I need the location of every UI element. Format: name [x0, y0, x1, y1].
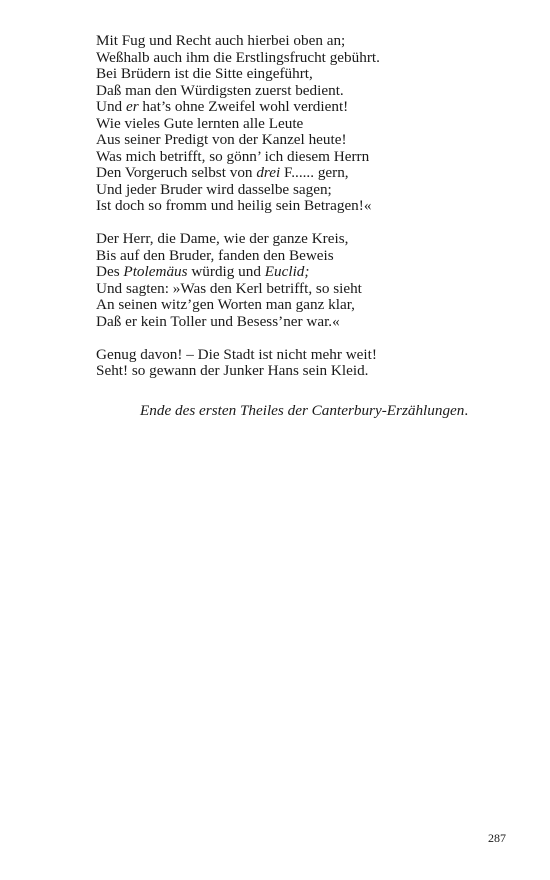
- stanza: [96, 231, 516, 330]
- verse-line: [96, 66, 516, 83]
- verse-text: Ist doch so fromm und heilig sein Betragen!«: [96, 197, 372, 214]
- poem-text: [96, 33, 516, 396]
- verse-line: [96, 99, 516, 116]
- verse-text: F...... gern,: [280, 164, 349, 181]
- verse-line: [96, 116, 516, 133]
- verse-line: [96, 231, 516, 248]
- closing-punctuation: .: [464, 402, 469, 419]
- closing-text: Ende des ersten Theiles der Canterbury-Erzählungen: [140, 402, 465, 419]
- verse-text: Genug davon! – Die Stadt ist nicht mehr weit!: [96, 345, 377, 363]
- verse-line: [96, 182, 516, 199]
- verse-text: Weßhalb auch ihm die Erstlingsfrucht gebührt.: [96, 48, 380, 66]
- verse-emphasis: drei: [256, 164, 281, 181]
- verse-line: [96, 248, 516, 265]
- verse-emphasis: Ptolemäus: [123, 263, 188, 280]
- verse-text: Und sagten: »Was den Kerl betrifft, so sieht: [96, 279, 362, 297]
- verse-line: [96, 149, 516, 166]
- verse-line: [96, 363, 516, 380]
- verse-text: Den Vorgeruch selbst von: [96, 164, 257, 181]
- verse-line: [96, 281, 516, 298]
- verse-text: Seht! so gewann der Junker Hans sein Kleid.: [96, 362, 369, 379]
- verse-text: hat’s ohne Zweifel wohl verdient!: [138, 98, 349, 115]
- stanza: [96, 347, 516, 380]
- verse-text: Bei Brüdern ist die Sitte eingeführt,: [96, 65, 313, 82]
- verse-text: Aus seiner Predigt von der Kanzel heute!: [96, 131, 347, 148]
- verse-text: Wie vieles Gute lernten alle Leute: [96, 114, 304, 132]
- verse-text: Des: [96, 263, 124, 280]
- verse-emphasis: er: [125, 98, 139, 115]
- verse-line: [96, 347, 516, 364]
- verse-text: An seinen witz’gen Worten man ganz klar,: [96, 296, 355, 313]
- verse-text: Was mich betrifft, so gönn’ ich diesem Herrn: [96, 147, 370, 165]
- verse-text: Daß er kein Toller und Besess’ner war.«: [96, 312, 340, 330]
- verse-text: Daß man den Würdigsten zuerst bedient.: [96, 81, 344, 99]
- verse-text: würdig und: [187, 263, 265, 280]
- verse-emphasis: Euclid;: [264, 263, 310, 280]
- stanza: [96, 33, 516, 215]
- verse-text: Und jeder Bruder wird dasselbe sagen;: [96, 180, 332, 198]
- verse-line: [96, 297, 516, 314]
- verse-line: [96, 132, 516, 149]
- verse-line: [96, 314, 516, 331]
- verse-text: Der Herr, die Dame, wie der ganze Kreis,: [96, 230, 349, 247]
- verse-text: Und: [96, 98, 126, 115]
- verse-text: Bis auf den Bruder, fanden den Beweis: [96, 246, 334, 264]
- verse-text: Mit Fug und Recht auch hierbei oben an;: [96, 32, 346, 49]
- verse-line: [96, 198, 516, 215]
- verse-line: [96, 165, 516, 182]
- verse-line: [96, 50, 516, 67]
- verse-line: [96, 33, 516, 50]
- verse-line: [96, 264, 516, 281]
- section-closing-line: [140, 402, 468, 420]
- page-number: 287: [488, 831, 506, 845]
- verse-line: [96, 83, 516, 100]
